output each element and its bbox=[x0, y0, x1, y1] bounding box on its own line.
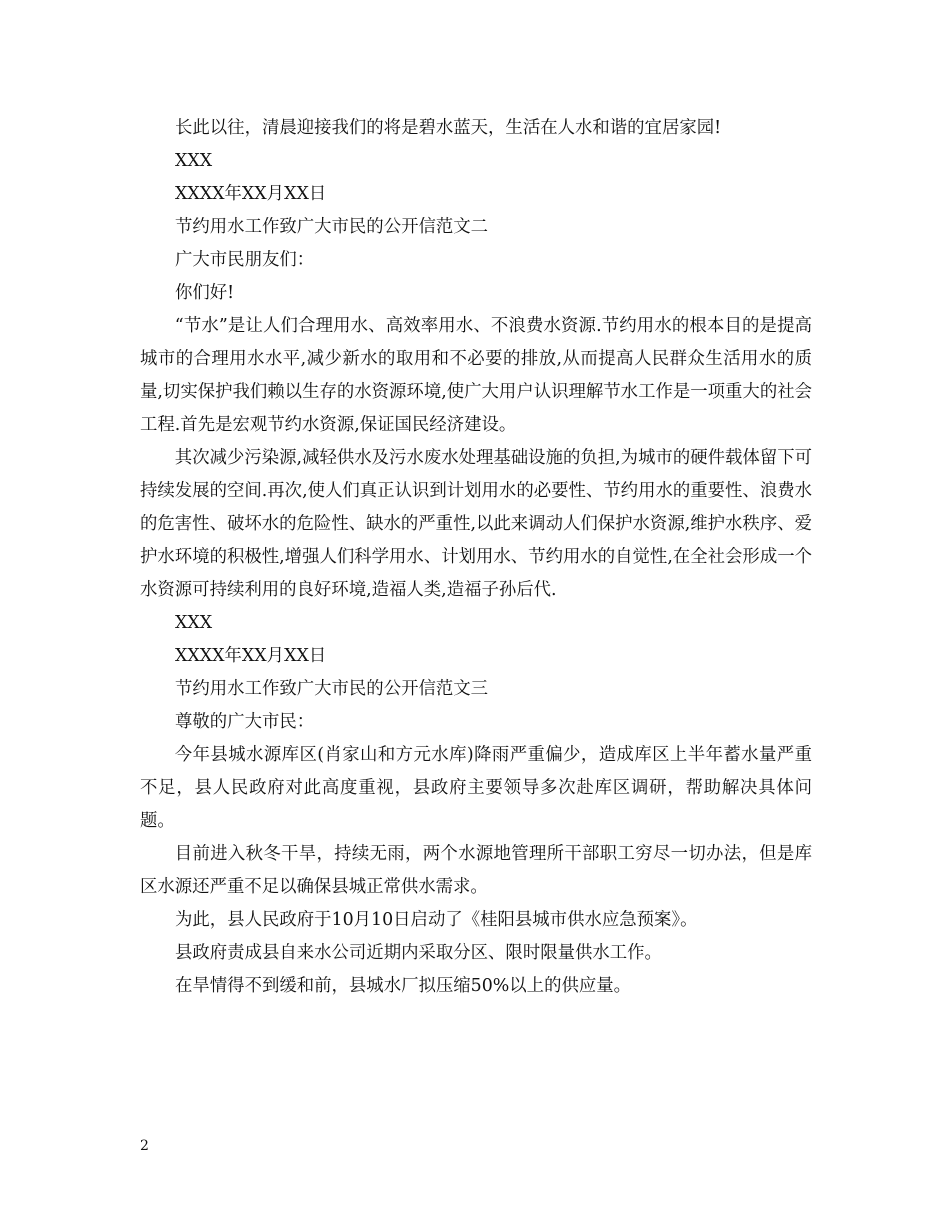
section-heading-two: 节约用水工作致广大市民的公开信范文二 bbox=[175, 217, 489, 237]
paragraph-line: 长此以往，清晨迎接我们的将是碧水蓝天，生活在人水和谐的宜居家园! bbox=[175, 118, 722, 138]
body-text bbox=[140, 112, 812, 1003]
paragraph: 其次减少污染源,减轻供水及污水废水处理基础设施的负担,为城市的硬件载体留下可持续发展的空间.再次,使人们真正认识到计划用水的必要性、节约用水的重要性、浪费水的危害性、破坏水的危险性、缺水的严重性,以此来调动人们保护水资源,维护水秩序、爱护水环境的积极性,增强人们科学用水、计划用水、节约用水的自觉性,在全社会形成一个水资源可持续利用的良好环境,造福人类,造福子孙后代. bbox=[140, 448, 812, 600]
section-heading-three: 节约用水工作致广大市民的公开信范文三 bbox=[175, 679, 489, 699]
salutation: 尊敬的广大市民： bbox=[175, 712, 315, 732]
signature-date: XXXX年XX月XX日 bbox=[175, 184, 327, 204]
signature-name: XXX bbox=[175, 151, 213, 171]
signature-date: XXXX年XX月XX日 bbox=[175, 646, 327, 666]
paragraph: 今年县城水源库区(肖家山和方元水库)降雨严重偏少，造成库区上半年蓄水量严重不足，县人民政府对此高度重视，县政府主要领导多次赴库区调研，帮助解决具体问题。 bbox=[140, 745, 812, 831]
paragraph-line: 县政府责成县自来水公司近期内采取分区、限时限量供水工作。 bbox=[175, 943, 662, 963]
greeting: 你们好! bbox=[175, 283, 235, 303]
page-number: 2 bbox=[140, 1138, 149, 1154]
paragraph-line: 在旱情得不到缓和前，县城水厂拟压缩50%以上的供应量。 bbox=[175, 976, 632, 996]
salutation: 广大市民朋友们： bbox=[175, 250, 315, 270]
paragraph-line: 为此，县人民政府于10月10日启动了《桂阳县城市供水应急预案》。 bbox=[175, 910, 698, 930]
paragraph: “节水”是让人们合理用水、高效率用水、不浪费水资源.节约用水的根本目的是提高城市的合理用水水平,减少新水的取用和不必要的排放,从而提高人民群众生活用水的质量,切实保护我们赖以生存的水资源环境,使广大用户认识理解节水工作是一项重大的社会工程.首先是宏观节约水资源,保证国民经济建设。 bbox=[140, 316, 812, 435]
signature-name: XXX bbox=[175, 613, 213, 633]
paragraph: 目前进入秋冬干旱，持续无雨，两个水源地管理所干部职工穷尽一切办法，但是库区水源还严重不足以确保县城正常供水需求。 bbox=[140, 844, 812, 897]
